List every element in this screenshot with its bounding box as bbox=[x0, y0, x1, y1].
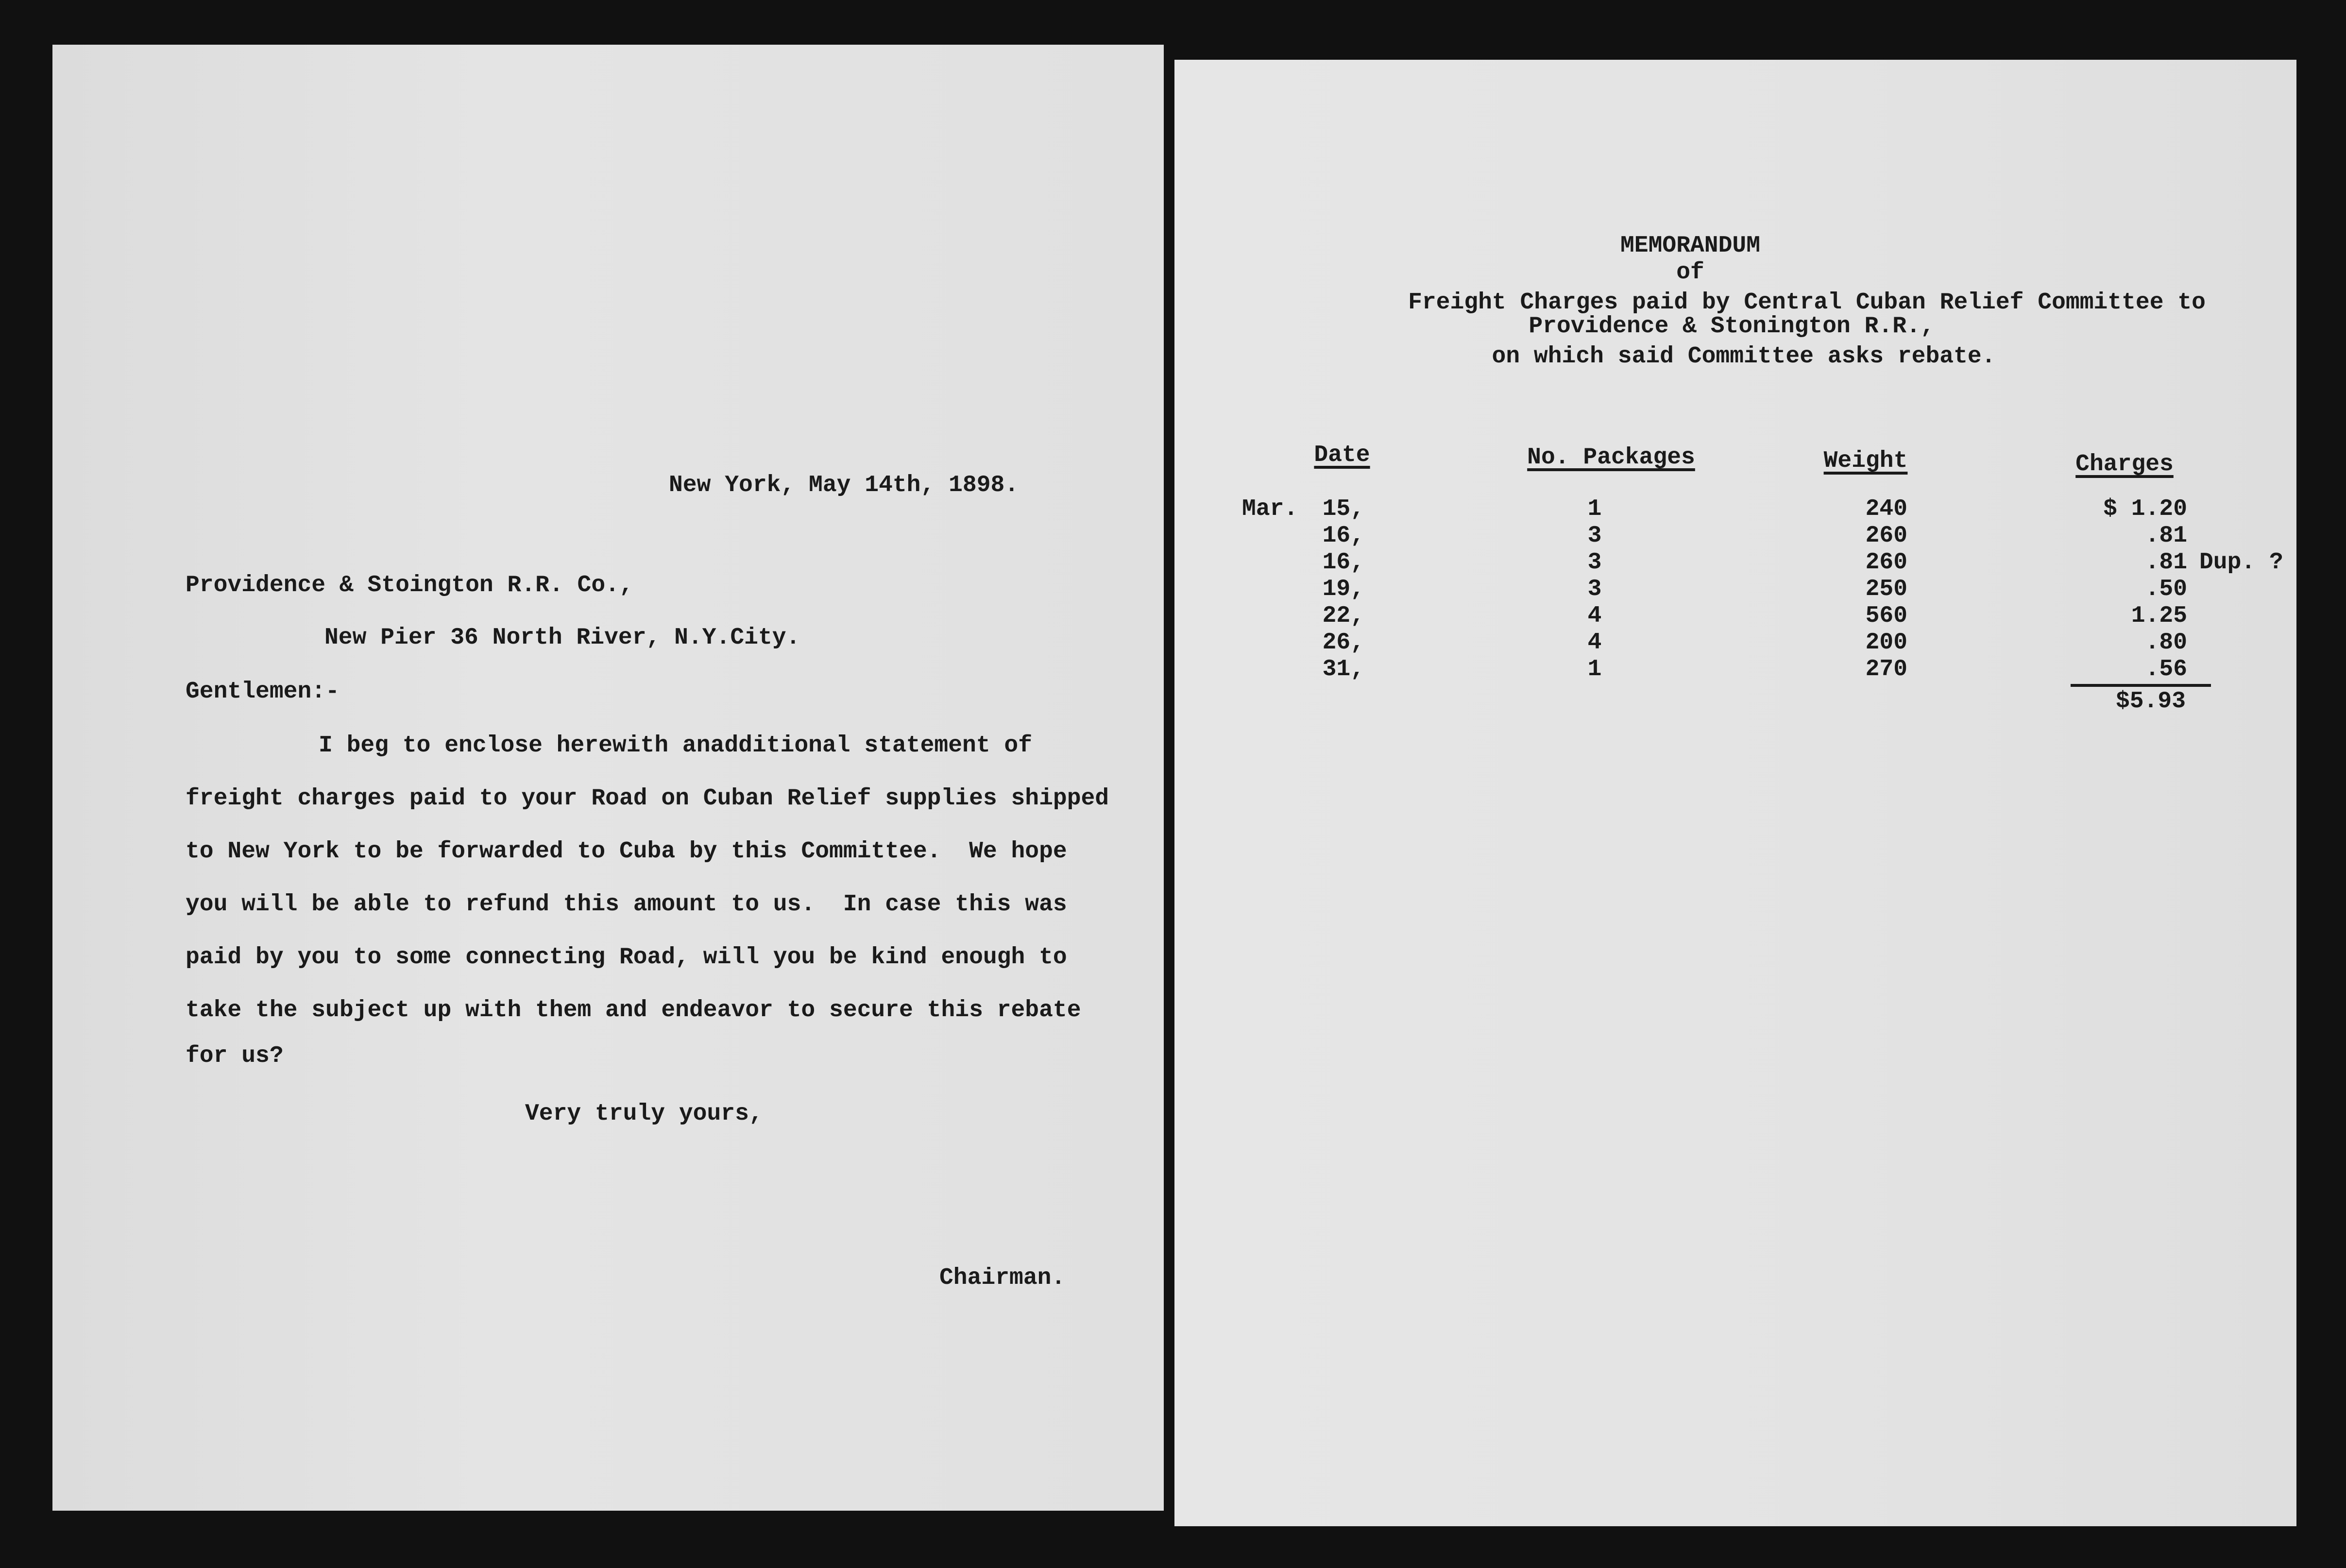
memorandum-page bbox=[1174, 60, 2296, 1526]
row-packages: 4 bbox=[1587, 603, 1602, 629]
row-charge: .80 bbox=[2145, 630, 2187, 656]
row-charge: .81 bbox=[2145, 523, 2187, 549]
letter-body-line: I beg to enclose herewith anadditional statement of bbox=[319, 733, 1033, 759]
memo-of: of bbox=[1676, 259, 1704, 286]
row-day: 15, bbox=[1322, 496, 1364, 522]
letter-addressee: Providence & Stoington R.R. Co., bbox=[186, 572, 633, 598]
row-packages: 1 bbox=[1587, 656, 1602, 682]
row-weight: 260 bbox=[1865, 523, 1907, 549]
header-weight: Weight bbox=[1823, 448, 1908, 474]
row-charge: .56 bbox=[2145, 656, 2187, 682]
letter-signature: Chairman. bbox=[939, 1265, 1066, 1291]
header-charges: Charges bbox=[2075, 451, 2174, 477]
row-charge: $ 1.20 bbox=[2103, 496, 2187, 522]
letter-closing: Very truly yours, bbox=[525, 1101, 763, 1127]
row-day: 16, bbox=[1322, 549, 1364, 576]
row-packages: 3 bbox=[1587, 576, 1602, 602]
row-weight: 270 bbox=[1865, 656, 1907, 682]
header-packages: No. Packages bbox=[1527, 444, 1695, 471]
letter-body-line: you will be able to refund this amount to us. In case this was bbox=[186, 891, 1067, 918]
total-rule bbox=[2071, 684, 2211, 687]
total-charges: $5.93 bbox=[2115, 688, 2186, 715]
letter-address: New Pier 36 North River, N.Y.City. bbox=[324, 625, 800, 651]
letter-body-line: for us? bbox=[186, 1043, 284, 1069]
row-weight: 260 bbox=[1865, 549, 1907, 576]
row-day: 31, bbox=[1322, 656, 1364, 682]
row-weight: 240 bbox=[1865, 496, 1907, 522]
letter-body-line: take the subject up with them and endeavor to secure this rebate bbox=[186, 997, 1081, 1023]
memo-line-3: on which said Committee asks rebate. bbox=[1492, 343, 1996, 370]
row-weight: 200 bbox=[1865, 630, 1907, 656]
row-day: 22, bbox=[1322, 603, 1364, 629]
letter-salutation: Gentlemen:- bbox=[186, 679, 340, 705]
row-charge: .50 bbox=[2145, 576, 2187, 602]
header-date: Date bbox=[1314, 442, 1370, 468]
row-charge: .81 bbox=[2145, 549, 2187, 576]
row-weight: 250 bbox=[1865, 576, 1907, 602]
letter-body-line: paid by you to some connecting Road, will you be kind enough to bbox=[186, 944, 1067, 971]
row-packages: 3 bbox=[1587, 549, 1602, 576]
row-note: Dup. ? bbox=[2199, 549, 2283, 576]
letter-body-line: to New York to be forwarded to Cuba by this Committee. We hope bbox=[186, 838, 1067, 865]
letter-body-line: freight charges paid to your Road on Cuban Relief supplies shipped bbox=[186, 785, 1109, 812]
month-label: Mar. bbox=[1242, 496, 1298, 522]
letter-dateline: New York, May 14th, 1898. bbox=[669, 472, 1019, 498]
row-charge: 1.25 bbox=[2131, 603, 2187, 629]
row-weight: 560 bbox=[1865, 603, 1907, 629]
row-packages: 3 bbox=[1587, 523, 1602, 549]
memo-line-2: Providence & Stonington R.R., bbox=[1529, 313, 1935, 340]
memo-line-1: Freight Charges paid by Central Cuban Relief Committee to bbox=[1408, 290, 2206, 316]
row-day: 19, bbox=[1322, 576, 1364, 602]
row-packages: 1 bbox=[1587, 496, 1602, 522]
row-day: 16, bbox=[1322, 523, 1364, 549]
row-day: 26, bbox=[1322, 630, 1364, 656]
memo-title: MEMORANDUM bbox=[1620, 233, 1761, 259]
row-packages: 4 bbox=[1587, 630, 1602, 656]
